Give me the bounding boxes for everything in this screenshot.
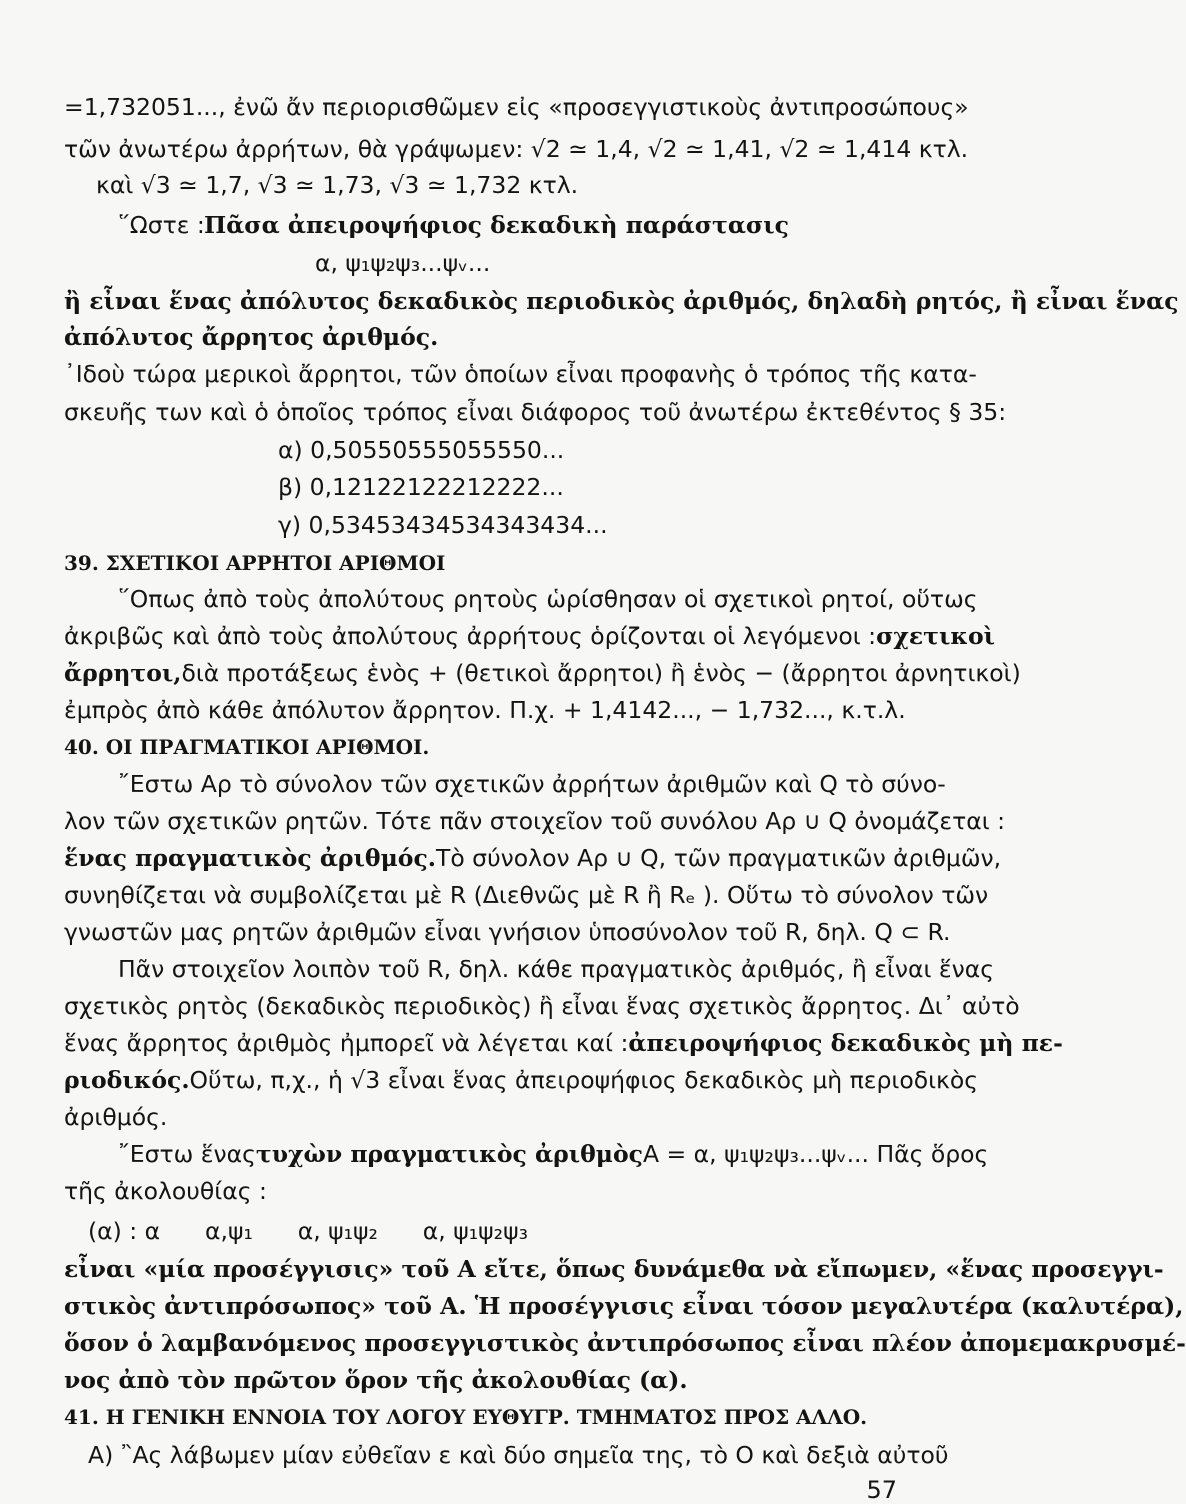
text-span: A = α, ψ₁ψ₂ψ₃...ψᵥ... Πᾶς ὅρος bbox=[642, 1140, 989, 1168]
text-line: Πᾶν στοιχεῖον λοιπὸν τοῦ R, δηλ. κάθε πραγματικὸς ἀριθμός, ἢ εἶναι ἕνας bbox=[118, 955, 995, 983]
text-line: ῞Οπως ἀπὸ τοὺς ἀπολύτους ρητοὺς ὡρίσθησαν οἱ σχετικοὶ ρητοί, οὕτως bbox=[118, 585, 978, 613]
term-bold: ριοδικός. bbox=[64, 1066, 190, 1094]
text-span: διὰ προτάξεως ἑνὸς + (θετικοὶ ἄρρητοι) ἢ ἑνὸς − (ἄρρητοι ἀρνητικοὶ) bbox=[181, 659, 1021, 687]
text-line: ῞Ωστε : bbox=[118, 211, 205, 239]
text-line bbox=[64, 1061, 979, 1099]
text-line: σχετικὸς ρητὸς (δεκαδικὸς περιοδικὸς) ἢ εἶναι ἕνας σχετικὸς ἄρρητος. Δι᾿ αὐτὸ bbox=[64, 992, 1020, 1020]
term-bold: ἄρρητοι, bbox=[64, 659, 182, 687]
theorem-statement: ἀπόλυτος ἄρρητος ἀριθμός. bbox=[64, 323, 439, 351]
theorem-statement: εἶναι «μία προσέγγισις» τοῦ A εἴτε, ὅπως δυνάμεθα νὰ εἴπωμεν, «ἕνας προσεγγι- bbox=[64, 1255, 1164, 1283]
term-bold: σχετικοὶ bbox=[876, 622, 996, 650]
example-line: γ) 0,53453434534343434... bbox=[278, 511, 608, 539]
term-bold: ἀπειροψήφιος δεκαδικὸς μὴ πε- bbox=[628, 1029, 1063, 1057]
section-heading: 40. ΟΙ ΠΡΑΓΜΑΤΙΚΟΙ ΑΡΙΘΜΟΙ. bbox=[64, 735, 430, 759]
text-line: A) ῍Ας λάβωμεν μίαν εὐθεῖαν ε καὶ δύο σημεῖα της, τὸ O καὶ δεξιὰ αὐτοῦ bbox=[88, 1441, 949, 1469]
text-line bbox=[64, 617, 996, 655]
example-line: β) 0,12122122212222... bbox=[278, 473, 564, 501]
text-line: ῎Εστω Aρ τὸ σύνολον τῶν σχετικῶν ἀρρήτων ἀριθμῶν καὶ Q τὸ σύνο- bbox=[118, 770, 946, 798]
decimal-expression: α, ψ₁ψ₂ψ₃...ψᵥ... bbox=[315, 249, 491, 277]
text-span: ἀκριβῶς καὶ ἀπὸ τοὺς ἀπολύτους ἀρρήτους ὁρίζονται οἱ λεγόμενοι : bbox=[64, 622, 877, 650]
text-line: λον τῶν σχετικῶν ρητῶν. Τότε πᾶν στοιχεῖον τοῦ συνόλου Aρ ∪ Q ὀνομάζεται : bbox=[64, 807, 1006, 835]
page-number: 57 bbox=[866, 1476, 897, 1504]
text-span: Οὕτω, π,χ., ἡ √3 εἶναι ἕνας ἀπειροψήφιος δεκαδικὸς μὴ περιοδικὸς bbox=[189, 1066, 979, 1094]
sequence-line: (α) : α α,ψ₁ α, ψ₁ψ₂ α, ψ₁ψ₂ψ₃ bbox=[88, 1217, 528, 1245]
text-line bbox=[64, 839, 1002, 877]
text-line: γνωστῶν μας ρητῶν ἀριθμῶν εἶναι γνήσιον ὑποσύνολον τοῦ R, δηλ. Q ⊂ R. bbox=[64, 918, 951, 946]
text-line bbox=[64, 654, 1021, 692]
text-line: συνηθίζεται νὰ συμβολίζεται μὲ R (Διεθνῶς μὲ R ἢ Rₑ ). Οὕτω τὸ σύνολον τῶν bbox=[64, 881, 989, 909]
text-line: =1,732051..., ἐνῶ ἄν περιορισθῶμεν εἰς «προσεγγιστικοὺς ἀντιπροσώπους» bbox=[64, 93, 969, 121]
text-line bbox=[64, 1024, 1063, 1062]
text-line: ἐμπρὸς ἀπὸ κάθε ἀπόλυτον ἄρρητον. Π.χ. + 1,4142..., − 1,732..., κ.τ.λ. bbox=[64, 696, 906, 724]
text-line bbox=[118, 1135, 989, 1173]
text-line: τῶν ἀνωτέρω ἀρρήτων, θὰ γράψωμεν: √2 ≃ 1,4, √2 ≃ 1,41, √2 ≃ 1,414 κτλ. bbox=[64, 135, 969, 163]
section-heading: 41. Η ΓΕΝΙΚΗ ΕΝΝΟΙΑ ΤΟΥ ΛΟΓΟΥ ΕΥΘΥΓΡ. ΤΜΗΜΑΤΟΣ ΠΡΟΣ ΑΛΛΟ. bbox=[64, 1405, 868, 1429]
text-span: ἕνας ἄρρητος ἀριθμὸς ἠμπορεῖ νὰ λέγεται καί : bbox=[64, 1029, 629, 1057]
text-span: Τὸ σύνολον Aρ ∪ Q, τῶν πραγματικῶν ἀριθμῶν, bbox=[435, 844, 1002, 872]
theorem-statement: νος ἀπὸ τὸν πρῶτον ὅρον τῆς ἀκολουθίας (α). bbox=[64, 1366, 688, 1394]
text-line: ἀριθμός. bbox=[64, 1103, 168, 1131]
text-line: σκευῆς των καὶ ὁ ὁποῖος τρόπος εἶναι διάφορος τοῦ ἀνωτέρω ἐκτεθέντος § 35: bbox=[64, 398, 1007, 426]
text-line: καὶ √3 ≃ 1,7, √3 ≃ 1,73, √3 ≃ 1,732 κτλ. bbox=[96, 171, 579, 199]
term-bold: τυχὼν πραγματικὸς ἀριθμὸς bbox=[255, 1140, 643, 1168]
theorem-statement: Πᾶσα ἀπειροψήφιος δεκαδικὴ παράστασις bbox=[204, 211, 789, 239]
term-bold: ἕνας πραγματικὸς ἀριθμός. bbox=[64, 844, 436, 872]
text-line: τῆς ἀκολουθίας : bbox=[64, 1177, 267, 1205]
theorem-statement: ἢ εἶναι ἕνας ἀπόλυτος δεκαδικὸς περιοδικὸς ἀριθμός, δηλαδὴ ρητός, ἢ εἶναι ἕνας bbox=[64, 287, 1179, 315]
text-line: ᾿Ιδοὺ τώρα μερικοὶ ἄρρητοι, τῶν ὁποίων εἶναι προφανὴς ὁ τρόπος τῆς κατα- bbox=[64, 360, 977, 388]
theorem-statement: στικὸς ἀντιπρόσωπος» τοῦ A. Ἡ προσέγγισις εἶναι τόσον μεγαλυτέρα (καλυτέρα), bbox=[64, 1292, 1184, 1320]
example-line: α) 0,50550555055550... bbox=[278, 436, 565, 464]
text-span: ῎Εστω ἕνας bbox=[118, 1140, 256, 1168]
section-heading: 39. ΣΧΕΤΙΚΟΙ ΑΡΡΗΤΟΙ ΑΡΙΘΜΟΙ bbox=[64, 551, 446, 575]
theorem-statement: ὅσον ὁ λαμβανόμενος προσεγγιστικὸς ἀντιπρόσωπος εἶναι πλέον ἀπομεμακρυσμέ- bbox=[64, 1329, 1186, 1357]
